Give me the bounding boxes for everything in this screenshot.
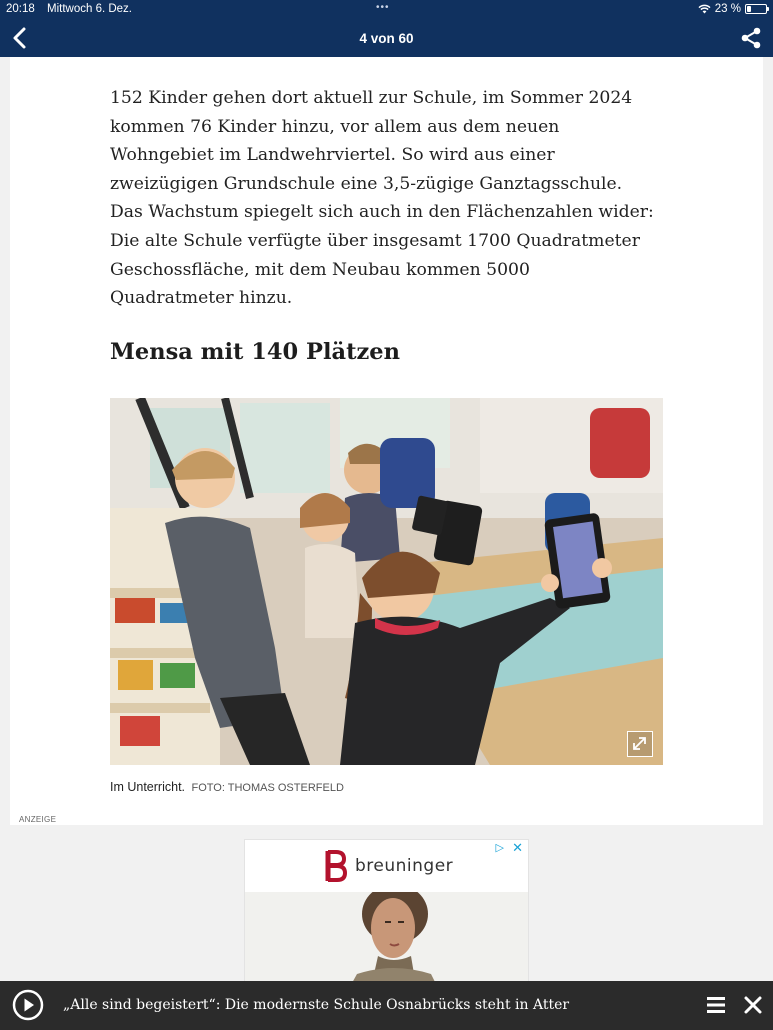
- paragraph-line: Das Wachstum spiegelt sich auch in den Flächenzahlen wider:: [110, 202, 654, 223]
- paragraph-line: 152 Kinder gehen dort aktuell zur Schule, im Sommer 2024: [110, 88, 633, 108]
- article-counter: 4 von 60: [359, 31, 414, 46]
- paragraph-line: zweizügigen Grundschule eine 3,5-zügige Ganztagsschule.: [110, 173, 623, 194]
- advertisement[interactable]: [244, 839, 529, 989]
- audio-player-bar: [0, 981, 773, 1030]
- ad-label: ANZEIGE: [19, 815, 57, 824]
- nav-bar: [0, 20, 773, 57]
- status-time: 20:18: [6, 3, 35, 15]
- status-bar: [0, 0, 773, 20]
- article-photo[interactable]: [110, 398, 663, 765]
- ad-model-image: [245, 892, 529, 989]
- app-header: [0, 0, 773, 57]
- section-heading: Mensa mit 140 Plätzen: [110, 339, 400, 365]
- ad-brand-name: breuninger: [355, 856, 454, 876]
- photo-credit: FOTO: THOMAS OSTERFELD: [191, 782, 344, 794]
- ad-brand: [325, 849, 453, 883]
- battery-icon: [745, 4, 767, 14]
- photo-caption: [110, 780, 344, 794]
- ad-image: [245, 892, 529, 989]
- menu-icon[interactable]: [705, 995, 727, 1015]
- paragraph-line: Quadratmeter hinzu.: [110, 288, 293, 309]
- paragraph-line: Geschossfläche, mit dem Neubau kommen 5000: [110, 259, 530, 280]
- article-paragraph: [110, 84, 670, 313]
- paragraph-line: Wohngebiet im Landwehrviertel. So wird aus einer: [110, 145, 555, 166]
- wifi-icon: [698, 4, 711, 14]
- classroom-photo: [110, 398, 663, 765]
- share-icon[interactable]: [739, 26, 763, 50]
- caption-text: Im Unterricht.: [110, 780, 186, 794]
- status-right: [698, 3, 767, 15]
- ad-close-icon[interactable]: ✕: [512, 840, 523, 855]
- expand-icon: [628, 732, 651, 755]
- close-icon[interactable]: [742, 994, 764, 1016]
- adchoices-icon[interactable]: ▷: [495, 842, 504, 854]
- paragraph-line: kommen 76 Kinder hinzu, vor allem aus dem neuen: [110, 116, 560, 137]
- article-card: [10, 57, 763, 825]
- status-date: Mittwoch 6. Dez.: [47, 3, 132, 15]
- breuninger-logo-icon: [325, 849, 347, 883]
- play-icon[interactable]: [12, 989, 44, 1021]
- multitasking-dots[interactable]: •••: [376, 2, 390, 13]
- paragraph-line: Die alte Schule verfügte über insgesamt 1700 Quadratmeter: [110, 230, 640, 251]
- player-title[interactable]: „Alle sind begeistert“: Die modernste Schule Osnabrücks steht in Atter: [63, 997, 570, 1013]
- expand-photo-button[interactable]: [627, 731, 653, 757]
- battery-percent: 23 %: [714, 3, 741, 15]
